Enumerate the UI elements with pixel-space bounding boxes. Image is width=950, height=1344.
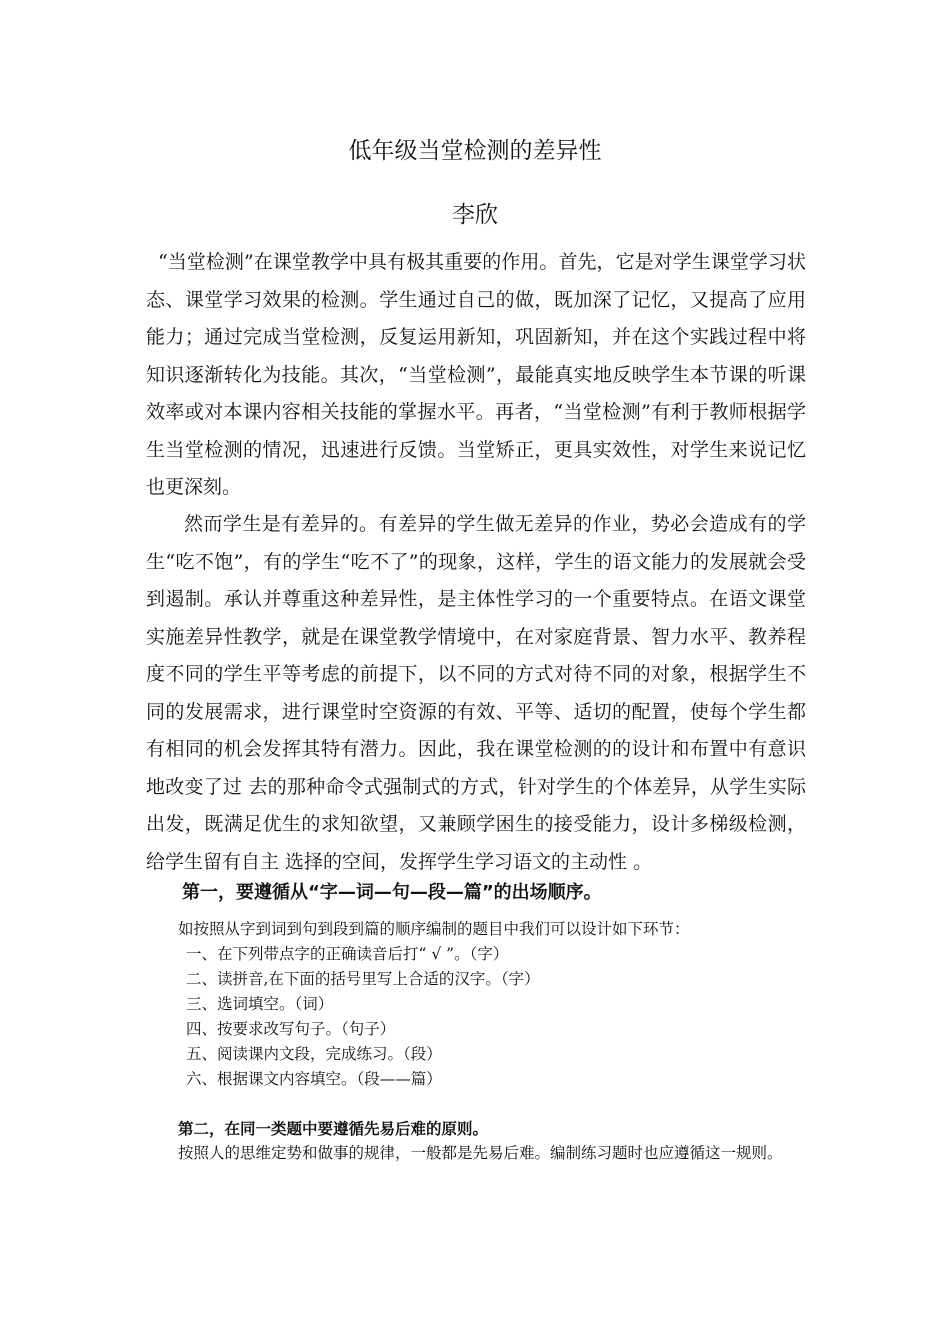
body-paragraph-1: “当堂检测”在课堂教学中具有极其重要的作用。首先，它是对学生课堂学习状态、课堂学习效果的检测。学生通过自己的做，既加深了记忆，又提高了应用能力；通过完成当堂检测，反复运用新知，巩固新知，并在这个实践过程中将知识逐渐转化为技能。其次，“当堂检测”，最能真实地反映学生本节课的听课效率或对本课内容相关技能的掌握水平。再者，“当堂检测”有利于教师根据学生当堂检测的情况，迅速进行反馈。当堂矫正，更具实效性，对学生来说记忆也更深刻。 (146, 251, 806, 498)
body-paragraph-2: 然而学生是有差异的。有差异的学生做无差异的作业，势必会造成有的学生“吃不饱”，有的学生“吃不了”的现象，这样，学生的语文能力的发展就会受到遏制。承认并尊重这种差异性，是主体性学习的一个重要特点。在语文课堂实施差异性教学，就是在课堂教学情境中，在对家庭背景、智力水平、教养程度不同的学生平等考虑的前提下，以不同的方式对待不同的对象，根据学生不同的发展需求，进行课堂时空资源的有效、平等、适切的配置，使每个学生都有相同的机会发挥其特有潜力。因此，我在课堂检测的的设计和布置中有意识地改变了过 去的那种命令式强制式的方式，针对学生的个体差异，从学生实际出发，既满足优生的求知欲望，又兼顾学困生的接受能力，设计多梯级检测，给学生留有自主 选择的空间，发挥学生学习语文的主动性 。 (146, 513, 806, 873)
section-heading-2: 第二，在同一类题中要遵循先易后难的原则。 (178, 1120, 489, 1138)
exercise-step-list (186, 942, 540, 1092)
section-intro: 如按照从字到词到句到段到篇的顺序编制的题目中我们可以设计如下环节： (178, 920, 690, 938)
author-name: 李欣 (452, 202, 498, 228)
list-item: 六、根据课文内容填空。（段——篇） (186, 1070, 442, 1088)
section2-paragraph: 按照人的思维定势和做事的规律，一般都是先易后难。编制练习题时也应遵循这一规则。 (178, 1144, 783, 1162)
document-title: 低年级当堂检测的差异性 (348, 138, 602, 164)
section-heading-1: 第一，要遵循从“字—词—句—段—篇”的出场顺序。 (182, 882, 602, 903)
list-item: 四、按要求改写句子。（句子） (186, 1020, 396, 1038)
list-item: 二、读拼音,在下面的括号里写上合适的汉字。（字） (186, 970, 540, 988)
list-item: 三、选词填空。（词） (186, 995, 334, 1013)
list-item: 五、阅读课内文段，完成练习。（段） (186, 1045, 442, 1063)
list-item: 一、在下列带点字的正确读音后打“ √ ”。（字） (186, 945, 509, 963)
